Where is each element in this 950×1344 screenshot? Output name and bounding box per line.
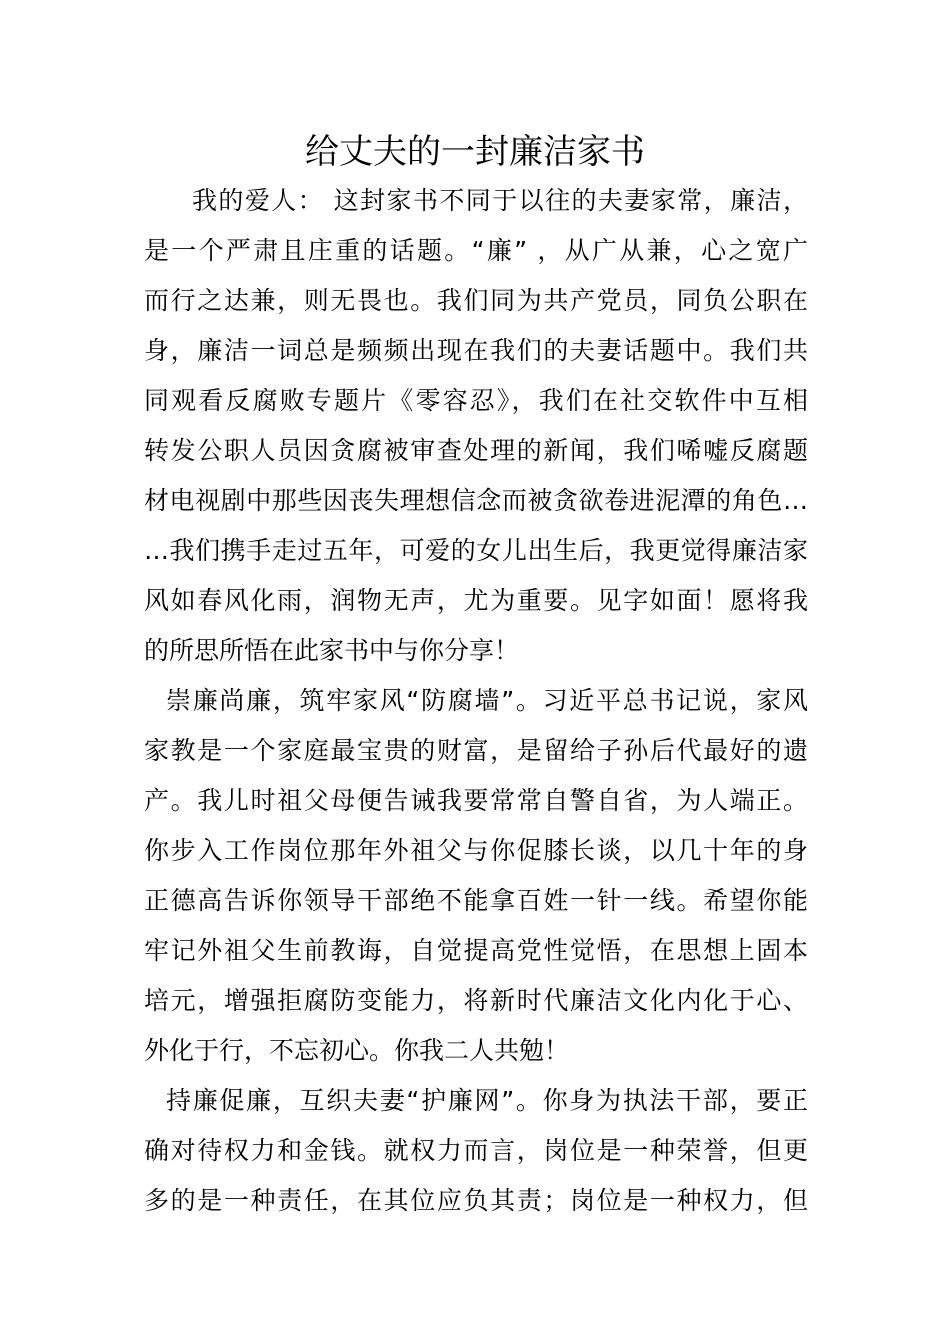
text-line: 同观看反腐败专题片《零容忍》，我们在社交软件中互相 — [144, 386, 808, 415]
text-line: 我的爱人： 这封家书不同于以往的夫妻家常，廉洁， — [192, 186, 808, 215]
text-line: 产。我儿时祖父母便告诫我要常常自警自省，为人端正。 — [144, 786, 808, 815]
text-line: 持廉促廉，互织夫妻“护廉网”。你身为执法干部，要正 — [166, 1086, 808, 1115]
text-line: 外化于行，不忘初心。你我二人共勉！ — [144, 1036, 570, 1065]
text-line: 材电视剧中那些因丧失理想信念而被贪欲卷进泥潭的角色… — [144, 486, 808, 515]
text-line: 正德高告诉你领导干部绝不能拿百姓一针一线。希望你能 — [144, 886, 808, 915]
letter-body — [144, 176, 808, 1226]
text-line: 而行之达兼，则无畏也。我们同为共产党员，同负公职在 — [144, 286, 808, 315]
text-line: 是一个严肃且庄重的话题。“廉” ，从广从兼，心之宽广 — [144, 236, 808, 265]
text-line: 的所思所悟在此家书中与你分享！ — [144, 636, 520, 665]
document-title: 给丈夫的一封廉洁家书 — [305, 132, 645, 172]
text-line: 多的是一种责任，在其位应负其责；岗位是一种权力，但 — [144, 1186, 808, 1215]
text-line: …我们携手走过五年，可爱的女儿出生后，我更觉得廉洁家 — [144, 536, 808, 565]
text-line: 转发公职人员因贪腐被审查处理的新闻，我们唏嘘反腐题 — [144, 436, 808, 465]
text-line: 牢记外祖父生前教诲，自觉提高党性觉悟，在思想上固本 — [144, 936, 808, 965]
text-line: 培元，增强拒腐防变能力，将新时代廉洁文化内化于心、 — [144, 986, 808, 1015]
text-line: 崇廉尚廉，筑牢家风“防腐墙”。习近平总书记说，家风 — [166, 686, 808, 715]
text-line: 家教是一个家庭最宝贵的财富，是留给子孙后代最好的遗 — [144, 736, 808, 765]
text-line: 身，廉洁一词总是频频出现在我们的夫妻话题中。我们共 — [144, 336, 808, 365]
text-line: 确对待权力和金钱。就权力而言，岗位是一种荣誉，但更 — [144, 1136, 808, 1165]
text-line: 你步入工作岗位那年外祖父与你促膝长谈，以几十年的身 — [144, 836, 808, 865]
text-line: 风如春风化雨，润物无声，尤为重要。见字如面！愿将我 — [144, 586, 808, 615]
